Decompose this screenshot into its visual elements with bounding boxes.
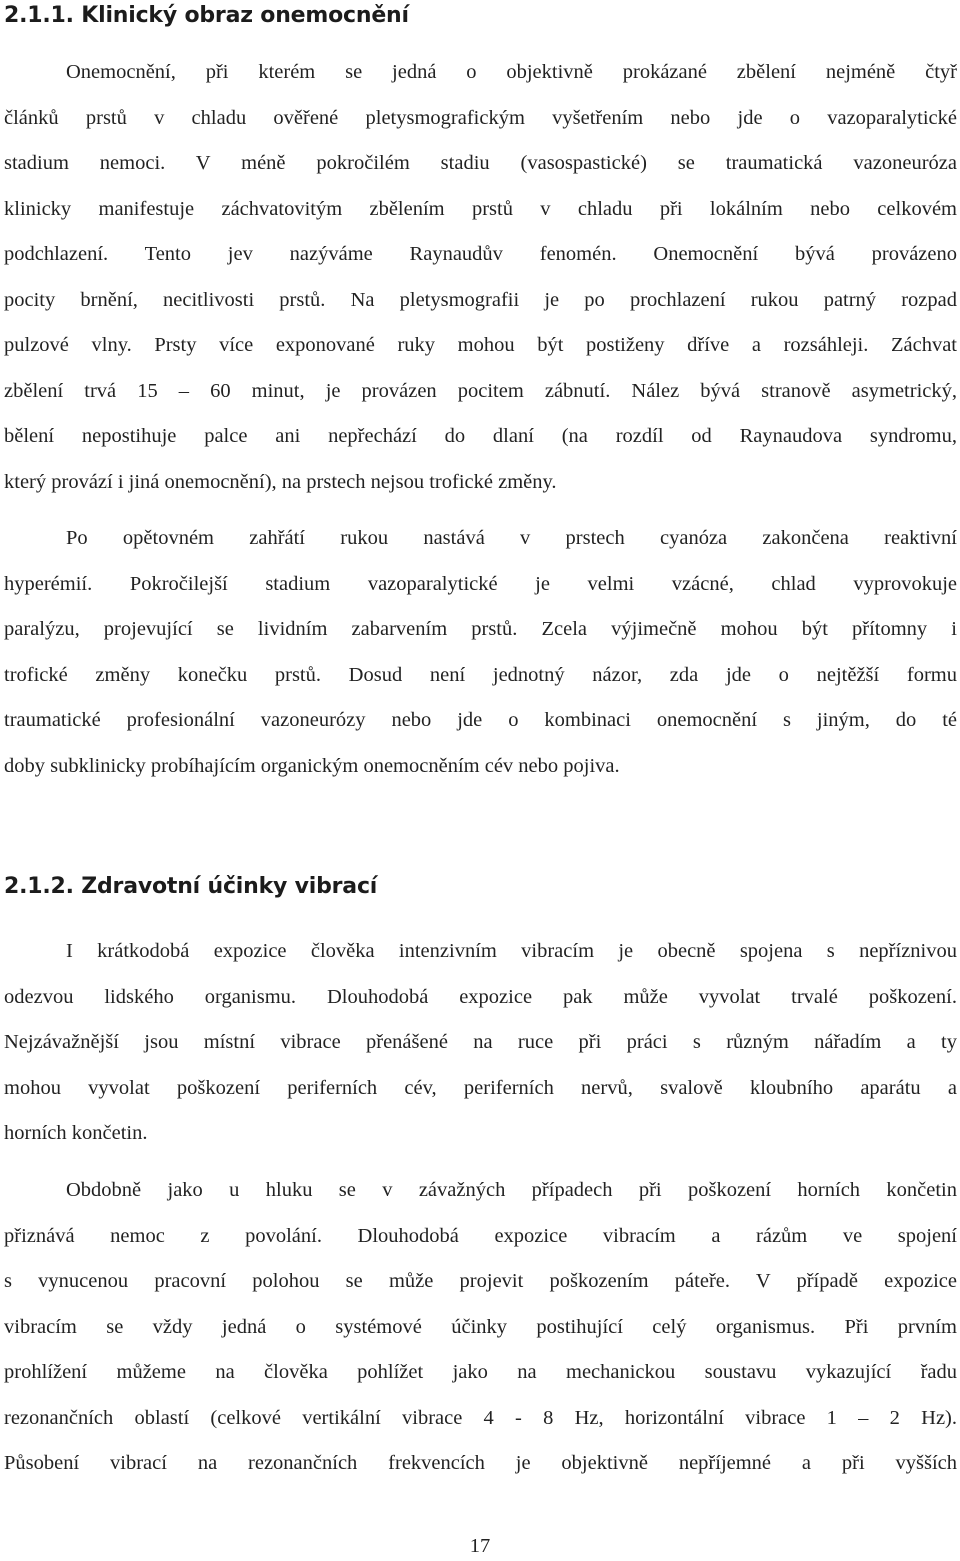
paragraph-line: článků prstů v chladu ověřené pletysmografickým vyšetřením nebo jde o vazoparalytické — [4, 106, 957, 129]
paragraph-line: který provází i jiná onemocnění), na prstech nejsou trofické změny. — [4, 470, 557, 493]
paragraph-line: Působení vibrací na rezonančních frekvencích je objektivně nepříjemné a při vyšších — [4, 1452, 957, 1474]
paragraph-line: Onemocnění, při kterém se jedná o objektivně prokázané zbělení nejméně čtyř — [66, 61, 957, 83]
paragraph-line: bělení nepostihuje palce ani nepřechází do dlaní (na rozdíl od Raynaudova syndromu, — [4, 425, 957, 447]
paragraph-line: s vynucenou pracovní polohou se může projevit poškozením páteře. V případě expozice — [4, 1270, 957, 1292]
paragraph-line: stadium nemoci. V méně pokročilém stadiu (vasospastické) se traumatická vazoneuróza — [4, 152, 957, 174]
section-heading-vibration-effects: 2.1.2. Zdravotní účinky vibrací — [4, 874, 378, 899]
paragraph-line: horních končetin. — [4, 1122, 148, 1144]
paragraph-line: I krátkodobá expozice člověka intenzivním vibracím je obecně spojena s nepříznivou — [66, 940, 957, 962]
paragraph-clinical-1 — [4, 50, 957, 505]
page-number: 17 — [469, 1535, 491, 1557]
paragraph-line: Obdobně jako u hluku se v závažných případech při poškození horních končetin — [66, 1179, 957, 1201]
paragraph-line: hyperémií. Pokročilejší stadium vazoparalytické je velmi vzácné, chlad vyprovokuje — [4, 572, 957, 595]
paragraph-line: prohlížení můžeme na člověka pohlížet jako na mechanickou soustavu vykazující řadu — [4, 1361, 957, 1383]
paragraph-line: rezonančních oblastí (celkové vertikální vibrace 4 - 8 Hz, horizontální vibrace 1 – 2 Hz). — [4, 1406, 957, 1429]
paragraph-vibration-2 — [4, 1168, 957, 1487]
paragraph-line: pulzové vlny. Prsty více exponované ruky mohou být postiženy dříve a rozsáhleji. Záchvat — [4, 334, 957, 356]
paragraph-line: podchlazení. Tento jev nazýváme Raynaudův fenomén. Onemocnění bývá provázeno — [4, 243, 957, 265]
paragraph-line: pocity brnění, necitlivosti prstů. Na pletysmografii je po prochlazení rukou patrný rozpad — [4, 288, 957, 311]
paragraph-line: vibracím se vždy jedná o systémové účinky postihující celý organismus. Při prvním — [4, 1315, 957, 1338]
paragraph-line: Nejzávažnější jsou místní vibrace přenášené na ruce při práci s různým nářadím a ty — [4, 1031, 957, 1053]
paragraph-line: zbělení trvá 15 – 60 minut, je provázen pocitem zábnutí. Nález bývá stranově asymetrický, — [4, 379, 957, 402]
paragraph-vibration-1 — [4, 929, 957, 1157]
paragraph-line: paralýzu, projevující se lividním zabarvením prstů. Zcela výjimečně mohou být přítomny i — [4, 618, 957, 640]
paragraph-line: mohou vyvolat poškození periferních cév, periferních nervů, svalově kloubního aparátu a — [4, 1076, 957, 1099]
section-heading-clinical-picture: 2.1.1. Klinický obraz onemocnění — [4, 3, 409, 28]
paragraph-line: traumatické profesionální vazoneurózy nebo jde o kombinaci onemocnění s jiným, do té — [4, 709, 957, 731]
paragraph-line: trofické změny konečku prstů. Dosud není jednotný názor, zda jde o nejtěžší formu — [4, 663, 957, 686]
paragraph-line: Po opětovném zahřátí rukou nastává v prstech cyanóza zakončena reaktivní — [66, 527, 957, 549]
paragraph-clinical-2 — [4, 516, 957, 789]
paragraph-line: odezvou lidského organismu. Dlouhodobá expozice pak může vyvolat trvalé poškození. — [4, 985, 957, 1008]
paragraph-line: přiznává nemoc z povolání. Dlouhodobá expozice vibracím a rázům ve spojení — [4, 1224, 957, 1247]
paragraph-line: doby subklinicky probíhajícím organickým onemocněním cév nebo pojiva. — [4, 754, 620, 777]
paragraph-line: klinicky manifestuje záchvatovitým zbělením prstů v chladu při lokálním nebo celkovém — [4, 197, 957, 220]
